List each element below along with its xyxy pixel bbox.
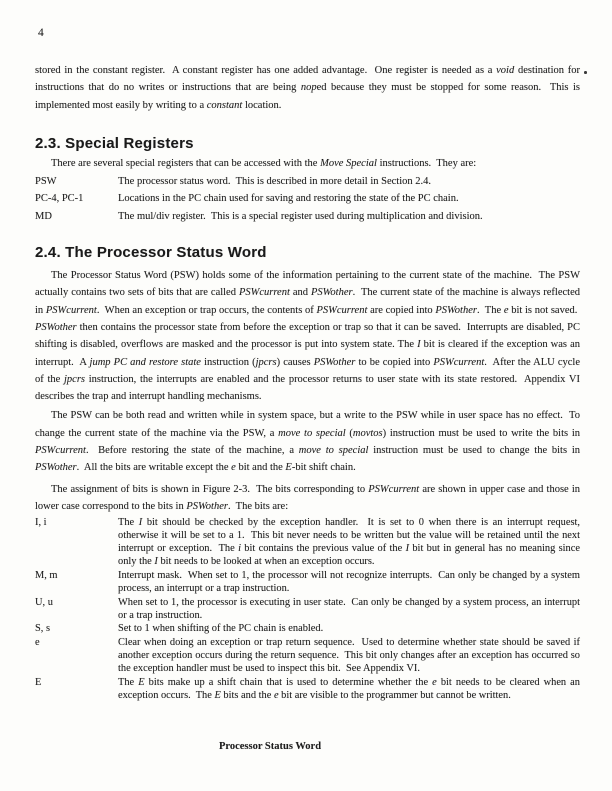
scan-speck xyxy=(584,71,587,74)
bit-description: Set to 1 when shifting of the PC chain is enabled. xyxy=(118,623,324,635)
register-description: Locations in the PC chain used for saving and restoring the state of the PC chain. xyxy=(118,193,459,205)
register-term: MD xyxy=(35,210,52,222)
register-term: PSW xyxy=(35,176,57,188)
bit-term: U, u xyxy=(35,596,53,608)
psw-paragraph-1: The Processor Status Word (PSW) holds some of the information pertaining to the current state of the machine. The PSW actually contains two sets of bits that are called PSWcurrent and PSWother. The current state of the machine is always reflected in PSWcurrent. When an exception or trap occurs, the contents of PSWcurrent are copied into PSWother. The e bit is not saved. PSWother then contains the processor state from before the exception or trap so that it can be saved. Interrupts are disabled, PC shifting is disabled, overflows are masked and the processor is put into system state. The I bit is cleared if the exception was an interrupt. A jump PC and restore state instruction (jpcrs) causes PSWother to be copied into PSWcurrent. After the ALU cycle of the jpcrs instruction, the interrupts are enabled and the processor returns to user state with its state restored. Appendix VI describes the trap and interrupt handling mechanisms. xyxy=(35,270,581,403)
page-number: 4 xyxy=(38,27,44,39)
bit-row-e-upper xyxy=(35,677,580,703)
bit-term: I, i xyxy=(35,517,47,529)
psw-paragraph-3: The assignment of bits is shown in Figure 2-3. The bits corresponding to PSWcurrent are shown in upper case and those in lower case correspond to the bits in PSWother. The bits are: xyxy=(35,483,580,512)
section-2-4-heading: 2.4. The Processor Status Word xyxy=(35,244,267,262)
bit-description: Interrupt mask. When set to 1, the processor will not recognize interrupts. Can only be changed by a system process, an interrupt or a trap instruction. xyxy=(118,569,580,594)
continuation-paragraph: stored in the constant register. A constant register has one added advantage. One register is needed as a void destination for instructions that do no writes or instructions that are being noped because they must be stopped for some reason. This is implemented most easily by writing to a constant location. xyxy=(35,65,580,111)
bit-row-m xyxy=(35,570,580,596)
register-description: The mul/div register. This is a special register used during multiplication and division. xyxy=(118,210,483,222)
register-row-psw xyxy=(35,173,580,190)
register-description: The processor status word. This is described in more detail in Section 2.4. xyxy=(118,176,431,188)
bit-row-i xyxy=(35,517,580,569)
register-row-pc xyxy=(35,190,580,207)
section-2-3-intro: There are several special registers that can be accessed with the Move Special instructions. They are: xyxy=(51,157,477,169)
bit-description: The I bit should be checked by the exception handler. It is set to 0 when there is an interrupt request, otherwise it will be set to a 1. This bit never needs to be written but the value will be retained until the next interrupt or exception. The i bit contains the previous value of the I bit but in general has no meaning since only the I bit needs to be looked at when an exception occurs. xyxy=(118,517,580,567)
bit-term: S, s xyxy=(35,623,51,635)
bit-description: Clear when doing an exception or trap return sequence. Used to determine whether state should be saved if another exception occurs during the return sequence. This bit only changes after an exception has occurred so the exception handler must be used to inspect this bit. See Appendix VI. xyxy=(118,637,580,675)
running-footer: Processor Status Word xyxy=(218,741,322,752)
section-2-3-heading: 2.3. Special Registers xyxy=(35,134,194,152)
bit-row-u xyxy=(35,597,580,623)
bit-term: E xyxy=(35,677,42,689)
bit-description: When set to 1, the processor is executing in user state. Can only be changed by a system process, an interrupt or a trap instruction. xyxy=(118,596,580,621)
psw-paragraph-2: The PSW can be both read and written while in system space, but a write to the PSW while in user space has no effect. To change the current state of the machine via the PSW, a move to special (movtos) instruction must be used to write the bits in PSWcurrent. Before restoring the state of the machine, a move to special instruction must be used to change the bits in PSWother. All the bits are writable except the e bit and the E-bit shift chain. xyxy=(35,410,581,474)
bit-row-s xyxy=(35,623,580,636)
bit-row-e-lower xyxy=(35,637,580,676)
bit-term: e xyxy=(35,637,40,649)
psw-bits-list xyxy=(35,517,580,703)
register-term: PC-4, PC-1 xyxy=(35,193,84,205)
bit-description: The E bits make up a shift chain that is used to determine whether the e bit needs to be cleared when an exception occurs. The E bits and the e bit are visible to the programmer but cannot be written. xyxy=(118,677,580,702)
special-registers-list xyxy=(35,173,580,225)
register-row-md xyxy=(35,208,580,225)
bit-term: M, m xyxy=(35,569,58,581)
